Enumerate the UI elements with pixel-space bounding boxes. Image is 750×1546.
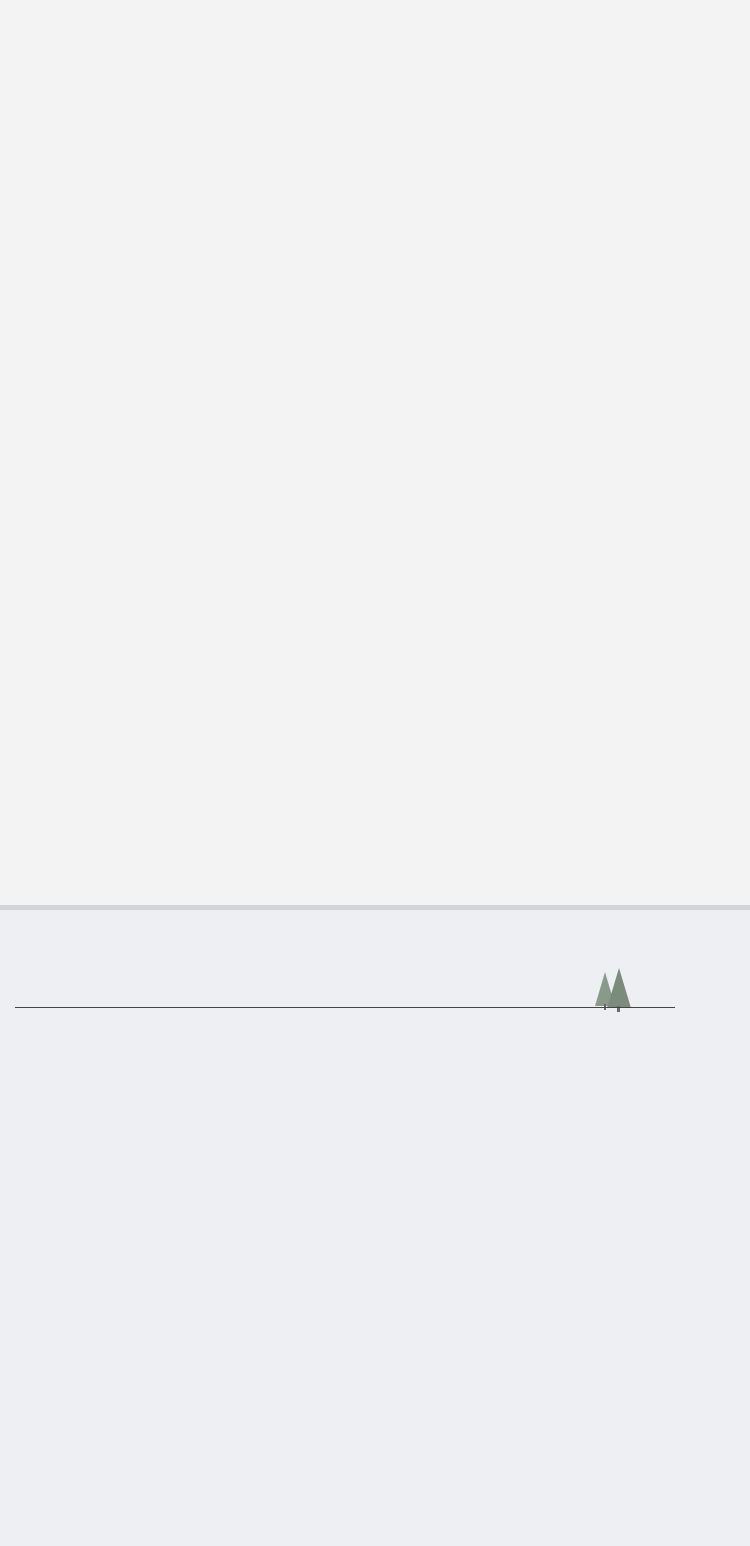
lower-page (0, 910, 750, 1546)
header-rule (15, 1007, 675, 1008)
tree-icon (591, 968, 633, 1012)
